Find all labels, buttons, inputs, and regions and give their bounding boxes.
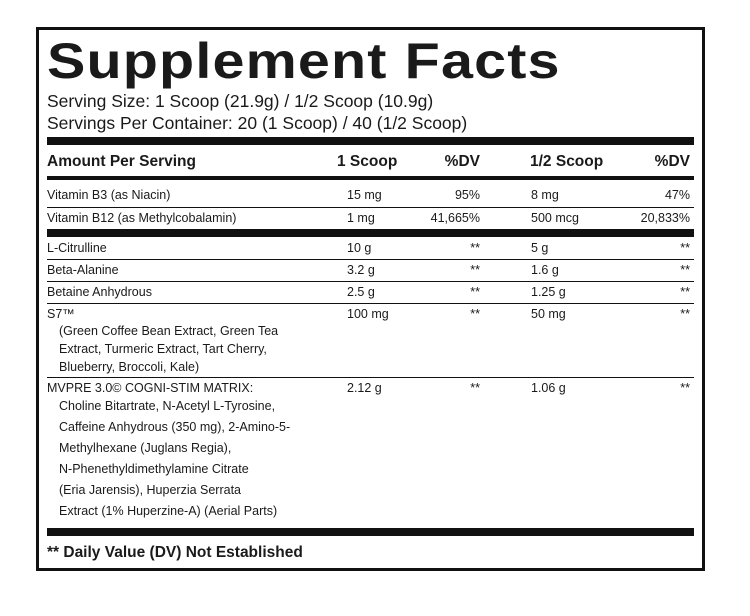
thick-divider [47,229,694,237]
amount-scoop2: 1.06 g [531,381,566,395]
blend-ingredients-line: Blueberry, Broccoli, Kale) [59,360,200,374]
matrix-ingredients-line: Choline Bitartrate, N-Acetyl L-Tyrosine, [59,399,276,413]
thick-divider [47,528,694,536]
matrix-ingredients-line: Caffeine Anhydrous (350 mg), 2-Amino-5- [59,420,291,434]
dv-scoop2: ** [680,285,690,299]
dv-scoop1: ** [470,263,480,277]
matrix-ingredients-line: (Eria Jarensis), Huperzia Serrata [59,483,242,497]
ingredient-name: Beta-Alanine [47,263,119,277]
row-divider [47,377,694,378]
row-divider [47,207,694,208]
amount-scoop2: 1.25 g [531,285,566,299]
row-divider [47,303,694,304]
header-divider [47,176,694,180]
amount-scoop2: 1.6 g [531,263,559,277]
amount-scoop1: 10 g [347,241,372,255]
ingredient-name: L-Citrulline [47,241,107,255]
serving-size: Serving Size: 1 Scoop (21.9g) / 1/2 Scoop (10.9g) [47,91,434,111]
amount-scoop2: 8 mg [531,188,559,202]
matrix-ingredients-line: Extract (1% Huperzine-A) (Aerial Parts) [59,504,278,518]
dv-scoop1: ** [470,285,480,299]
row-divider [47,281,694,282]
blend-ingredients-line: Extract, Turmeric Extract, Tart Cherry, [59,342,267,356]
dv-scoop2: 20,833% [640,211,690,225]
dv-scoop2: ** [680,381,690,395]
dv-scoop2: ** [680,307,690,321]
blend-ingredients-line: (Green Coffee Bean Extract, Green Tea [59,324,279,338]
thick-divider [47,137,694,145]
amount-scoop1: 100 mg [347,307,389,321]
header-dv2: %DV [654,153,690,170]
dv-scoop2: ** [680,263,690,277]
ingredient-name: MVPRE 3.0© COGNI-STIM MATRIX: [47,381,254,395]
dv-scoop2: ** [680,241,690,255]
servings-per-container: Servings Per Container: 20 (1 Scoop) / 40 (1/2 Scoop) [47,113,468,133]
dv-scoop1: ** [470,381,480,395]
header-scoop2: 1/2 Scoop [530,153,604,170]
amount-scoop1: 1 mg [347,211,375,225]
supplement-facts-panel [36,27,705,571]
amount-scoop2: 5 g [531,241,549,255]
matrix-ingredients-line: N-Phenethyldimethylamine Citrate [59,462,249,476]
amount-scoop2: 500 mcg [531,211,579,225]
amount-scoop1: 3.2 g [347,263,375,277]
ingredient-name: S7™ [47,307,75,321]
header-amount: Amount Per Serving [47,153,196,170]
ingredient-name: Vitamin B3 (as Niacin) [47,188,171,202]
header-scoop1: 1 Scoop [337,153,398,170]
dv-scoop1: ** [470,241,480,255]
dv-scoop1: ** [470,307,480,321]
footnote: ** Daily Value (DV) Not Established [47,544,303,561]
ingredient-name: Vitamin B12 (as Methylcobalamin) [47,211,237,225]
row-divider [47,259,694,260]
panel-title: Supplement Facts [47,33,561,89]
header-dv1: %DV [444,153,480,170]
amount-scoop2: 50 mg [531,307,566,321]
matrix-ingredients-line: Methylhexane (Juglans Regia), [59,441,232,455]
dv-scoop1: 41,665% [430,211,480,225]
dv-scoop1: 95% [454,188,480,202]
ingredient-name: Betaine Anhydrous [47,285,152,299]
amount-scoop1: 15 mg [347,188,382,202]
dv-scoop2: 47% [664,188,690,202]
amount-scoop1: 2.12 g [347,381,382,395]
amount-scoop1: 2.5 g [347,285,375,299]
